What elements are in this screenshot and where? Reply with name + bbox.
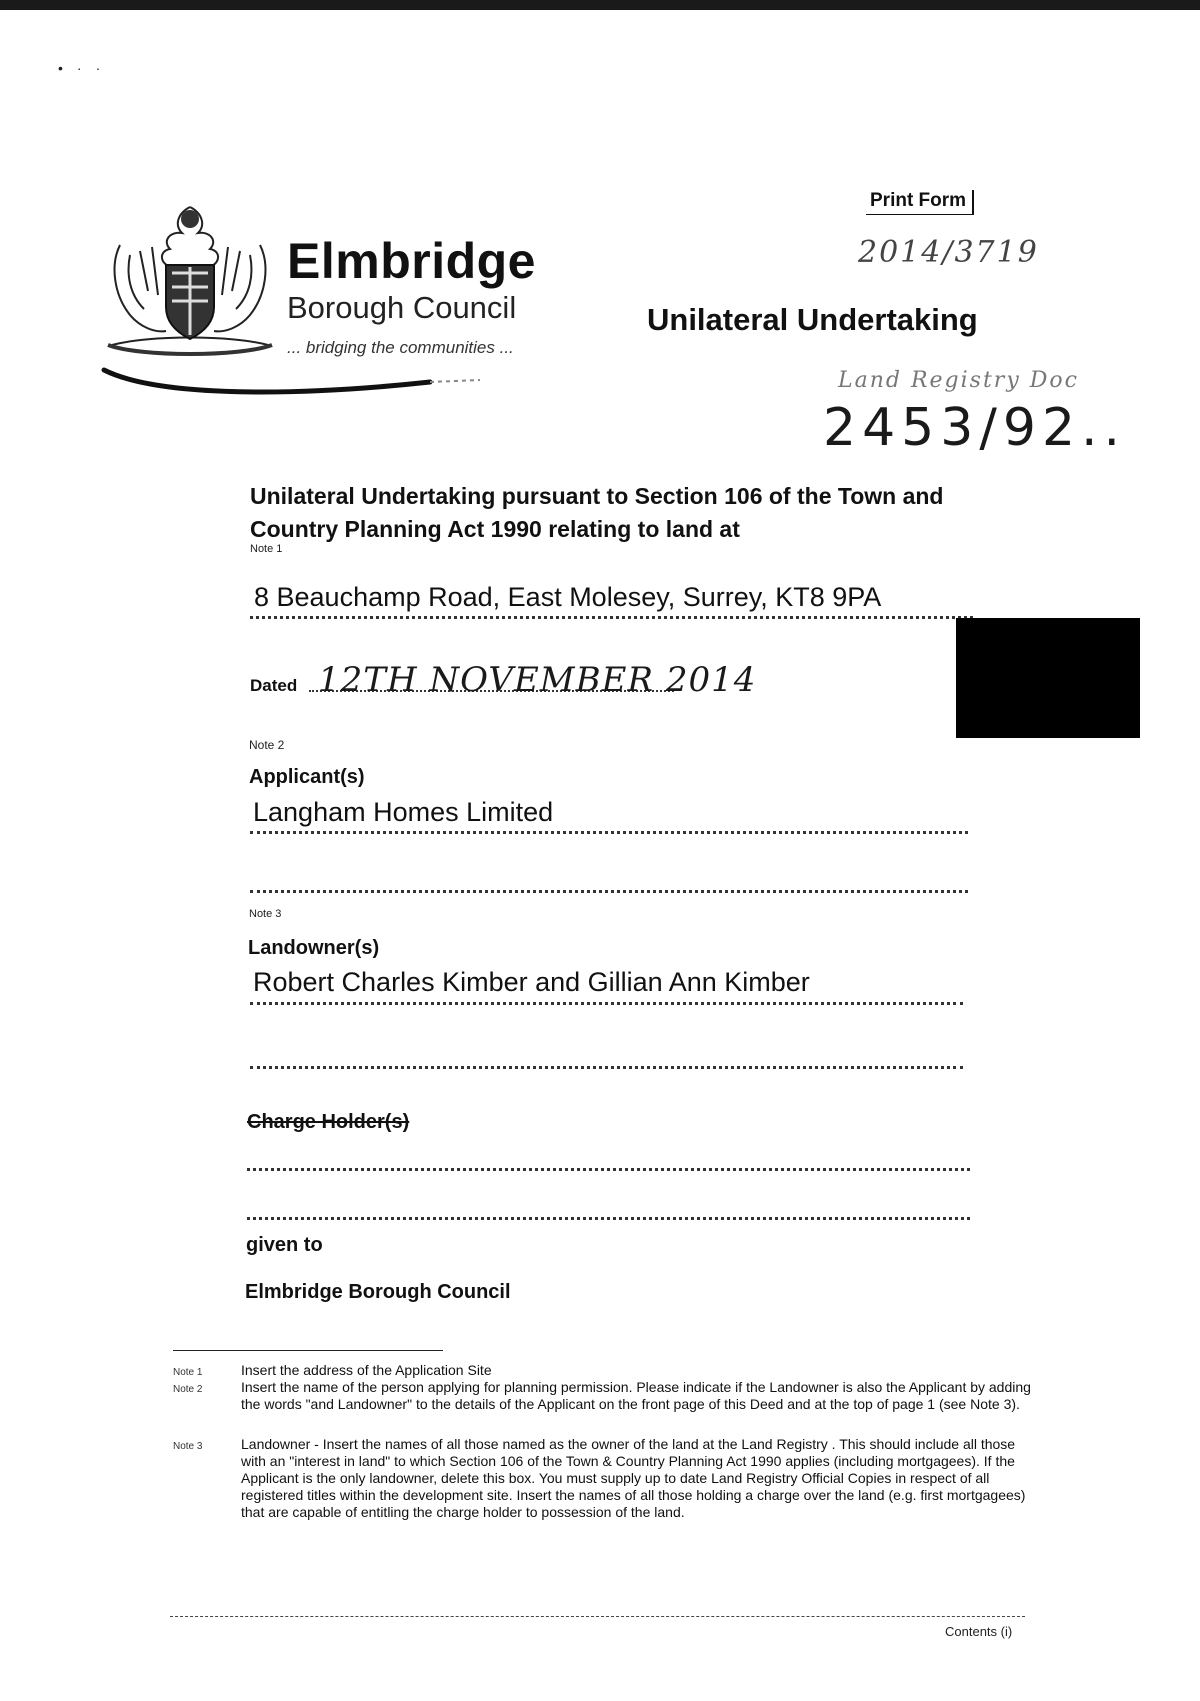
footnote-2-label: Note 2 [173, 1384, 203, 1395]
landowners-field-line-2[interactable] [250, 1066, 963, 1069]
address-value: 8 Beauchamp Road, East Molesey, Surrey, KT8 9PA [254, 582, 882, 612]
council-crest-icon [100, 195, 280, 365]
note-1-label: Note 1 [250, 543, 283, 555]
footnote-3-label: Note 3 [173, 1441, 203, 1452]
logo-tagline: ... bridging the communities ... [287, 338, 514, 357]
footnote-3-text: Landowner - Insert the names of all those named as the owner of the land at the Land Registry . This should include all those with an "interest in land" to which Section 106 of the Town & Country Planning Act 1990 applies (including mortgagees). If the Applicant is the only landowner, delete this box. You must supply up to date Land Registry Official Copies in respect of all registered titles within the development site. Insert the names of all those holding a charge over the land (e.g. first mortgagees) that are capable of entitling the charge holder to possession of the land. [241, 1436, 1026, 1520]
print-form-button[interactable]: Print Form [866, 190, 974, 215]
contents-page-marker: Contents (i) [945, 1624, 1013, 1639]
document-title: Unilateral Undertaking [647, 302, 978, 337]
logo-swoosh [100, 360, 500, 405]
given-to-label: given to [246, 1234, 323, 1256]
scan-top-edge [0, 0, 1200, 10]
scan-specks: •·· [58, 60, 115, 76]
page-bottom-rule [170, 1616, 1025, 1617]
applicants-label: Applicant(s) [249, 766, 365, 788]
landowners-label: Landowner(s) [248, 937, 380, 959]
note-2-label: Note 2 [249, 738, 285, 752]
handwritten-reference: 2014/3719 [858, 235, 1039, 270]
address-field[interactable] [250, 578, 973, 619]
dated-label: Dated [250, 676, 298, 695]
charge-holders-label: Charge Holder(s) [247, 1111, 410, 1133]
landowners-field[interactable] [250, 964, 963, 1005]
footnote-1-label: Note 1 [173, 1367, 203, 1378]
logo-name: Elmbridge [287, 233, 536, 289]
footnote-separator [173, 1350, 443, 1351]
handwritten-note: Land Registry Doc [838, 368, 1079, 393]
footnote-3 [173, 1436, 1033, 1521]
note-3-label: Note 3 [249, 908, 282, 920]
dated-value[interactable]: 12TH NOVEMBER 2014 [318, 660, 757, 700]
applicants-field-line-2[interactable] [250, 890, 968, 893]
footnote-1-text: Insert the address of the Application Site [241, 1362, 492, 1378]
undertaking-heading: Unilateral Undertaking pursuant to Section 106 of the Town and Country Planning Act 1990 relating to land at [250, 483, 944, 542]
charge-holders-field-1[interactable] [247, 1168, 970, 1171]
logo-subtitle: Borough Council [287, 290, 517, 325]
charge-holders-field-2[interactable] [247, 1217, 970, 1220]
footnote-2-text: Insert the name of the person applying for planning permission. Please indicate if the Landowner is also the Applicant by adding the words "and Landowner" to the details of the Applicant on the front page of this Deed and at the top of page 1 (see Note 3). [241, 1379, 1031, 1412]
applicants-field[interactable] [250, 795, 968, 834]
handwritten-number: 2453/92.. [823, 398, 1127, 458]
landowners-value: Robert Charles Kimber and Gillian Ann Kimber [253, 967, 810, 997]
council-name: Elmbridge Borough Council [245, 1281, 511, 1303]
applicants-value: Langham Homes Limited [253, 797, 554, 827]
redaction-block [956, 618, 1140, 738]
footnote-1 [173, 1362, 1033, 1379]
footnote-2 [173, 1379, 1033, 1413]
